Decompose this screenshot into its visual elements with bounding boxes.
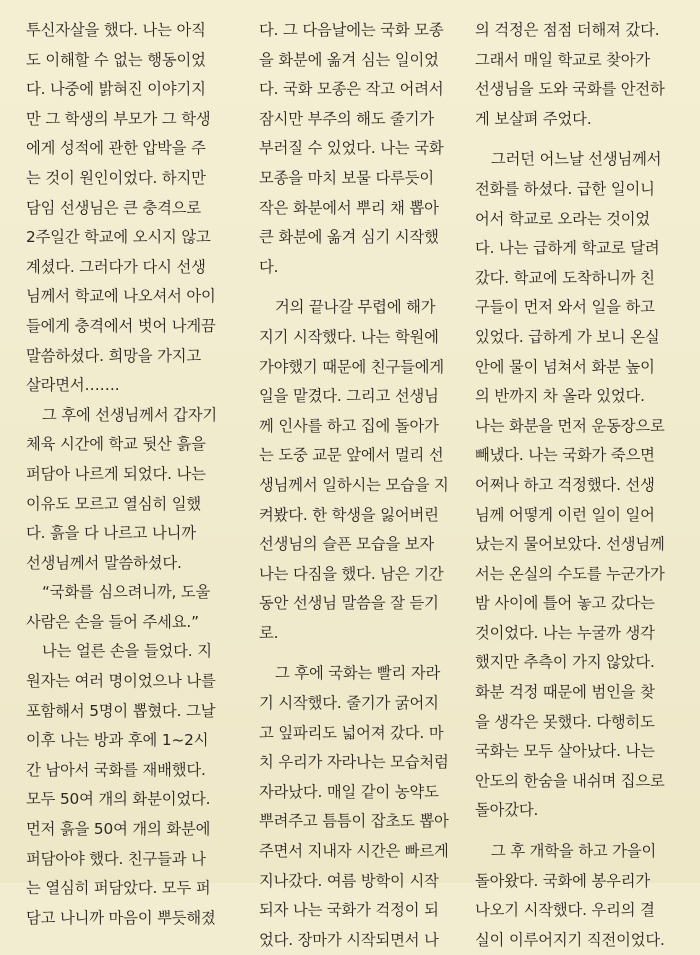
text-line: 그 후에 국화는 빨리 자라	[275, 664, 441, 683]
text-line: 퍼담아야 했다. 친구들과 나	[26, 849, 206, 868]
paragraph-gap	[259, 282, 464, 293]
text-line: 들에게 충격에서 벗어 나게끔	[26, 316, 216, 335]
text-line: 빼냈다. 나는 국화가 죽으면	[475, 446, 655, 465]
text-line: 이후 나는 방과 후에 1~2시	[26, 731, 209, 750]
text-line: 는 열심히 퍼담았다. 모두 퍼	[26, 879, 211, 898]
text-line: 자라났다. 매일 같이 농약도	[259, 782, 439, 801]
text-line: 켜봤다. 한 학생을 잃어버린	[259, 505, 439, 524]
text-line: 서는 온실의 수도를 누군가가	[475, 564, 665, 583]
text-line: 다. 나중에 밝혀진 이야기지	[26, 80, 206, 99]
text-line: 투신자살을 했다. 나는 아직	[26, 21, 206, 39]
text-line: 동안 선생님 말씀을 잘 듣기	[259, 594, 439, 613]
text-line: 화분 걱정 때문에 범인을 찾	[475, 683, 655, 702]
text-line: 다. 그 다음날에는 국화 모종	[259, 21, 444, 39]
text-line: 포함해서 5명이 뽑혔다. 그날	[26, 701, 216, 720]
text-line: 만 그 학생의 부모가 그 학생	[26, 109, 211, 128]
text-line: 에게 성적에 관한 압박을 주	[26, 139, 206, 158]
text-line: 거의 끝나갈 무렵에 해가	[275, 298, 436, 317]
text-line: 게 보살펴 주었다.	[475, 109, 592, 128]
text-line: 생님께서 일하시는 모습을 지	[259, 475, 449, 494]
text-line: 어쩌나 하고 걱정했다. 선생	[475, 475, 655, 494]
text-line: 가야했기 때문에 친구들에게	[259, 357, 444, 376]
text-line: 담임 선생님은 큰 충격으로	[26, 198, 202, 217]
text-line: 말씀하셨다. 희망을 가지고	[26, 346, 202, 365]
text-line: 돌아갔다.	[475, 801, 539, 820]
text-line: 체육 시간에 학교 뒷산 흙을	[26, 435, 206, 454]
text-line: 간 남아서 국화를 재배했다.	[26, 760, 206, 779]
text-line: 는 것이 원인이었다. 하지만	[26, 168, 206, 187]
text-line: 먼저 흙을 50여 개의 화분에	[26, 820, 211, 839]
text-line: 고 잎파리도 넓어져 갔다. 마	[259, 723, 444, 742]
paragraph-gap	[475, 134, 677, 145]
text-line: 그 후 개학을 하고 가을이	[491, 842, 657, 861]
text-line: 했지만 추측이 가지 않았다.	[475, 653, 655, 672]
text-line: 국화는 모두 살아났다. 나는	[475, 742, 655, 761]
text-line: 뿌려주고 틈틈이 잡초도 뽑아	[259, 812, 449, 831]
text-line: 어서 학교로 오라는 것이었	[475, 209, 651, 228]
text-line: 안도의 한숨을 내쉬며 집으로	[475, 771, 665, 790]
text-line: 는 도중 교문 앞에서 멀리 선	[259, 446, 444, 465]
text-line: 지나갔다. 여름 방학이 시작	[259, 871, 439, 890]
text-line: 것이었다. 나는 누굴까 생각	[475, 623, 655, 642]
text-column-3	[475, 16, 677, 955]
text-line: 었다. 장마가 시작되면서 나	[259, 930, 439, 949]
text-line: 있었다. 급하게 가 보니 온실	[475, 327, 660, 346]
text-line: 의 걱정은 점점 더해져 갔다.	[475, 21, 660, 39]
text-column-2	[259, 16, 464, 955]
text-line: 살라면서…….	[26, 376, 120, 395]
text-line: 갔다. 학교에 도착하니까 친	[475, 268, 655, 287]
text-line: 다. 나는 급하게 학교로 달려	[475, 239, 660, 258]
text-line: 밤 사이에 틀어 놓고 갔다는	[475, 594, 655, 613]
text-line: 전화를 하셨다. 급한 일이니	[475, 179, 655, 198]
text-line: 선생님의 슬픈 모습을 보자	[259, 535, 435, 554]
text-line: 사람은 손을 들어 주세요.”	[26, 612, 199, 631]
text-line: 나는 다짐을 했다. 남은 기간	[259, 564, 444, 583]
text-line: 작은 화분에서 뿌리 채 뽑아	[259, 198, 439, 217]
text-line: 치 우리가 자라나는 모습처럼	[259, 753, 449, 772]
text-line: 께 인사를 하고 집에 돌아가	[259, 416, 439, 435]
paragraph-gap	[475, 826, 677, 837]
text-line: 일을 맡겼다. 그리고 선생님	[259, 387, 439, 406]
text-line: 그 후에 선생님께서 갑자기	[42, 405, 218, 424]
text-line: 났는지 물어보았다. 선생님께	[475, 535, 665, 554]
text-line: 다. 국화 모종은 작고 어려서	[259, 80, 444, 99]
text-column-1	[26, 16, 231, 933]
paragraph-gap	[259, 648, 464, 659]
text-line: 기 시작했다. 줄기가 굵어지	[259, 694, 439, 713]
text-line: 계셨다. 그러다가 다시 선생	[26, 257, 206, 276]
text-line: 모두 50여 개의 화분이었다.	[26, 790, 211, 809]
text-line: 모종을 마치 보물 다루듯이	[259, 168, 435, 187]
text-line: 로.	[259, 623, 279, 642]
text-line: 다. 흙을 다 나르고 나니까	[26, 524, 196, 543]
text-line: 그래서 매일 학교로 찾아가	[475, 50, 651, 69]
text-line: 님께서 학교에 나오셔서 아이	[26, 287, 216, 306]
text-line: 담고 나니까 마음이 뿌듯해졌	[26, 908, 216, 927]
text-line: 을 화분에 옮겨 심는 일이었	[259, 50, 439, 69]
text-line: 되자 나는 국화가 걱정이 되	[259, 901, 439, 920]
text-line: 안에 물이 넘쳐서 화분 높이	[475, 357, 655, 376]
text-line: 주면서 지내자 시간은 빠르게	[259, 842, 449, 861]
text-line: 님께 어떻게 이런 일이 일어	[475, 505, 655, 524]
text-line: 잠시만 부주의 해도 줄기가	[259, 109, 435, 128]
text-line: 의 반까지 차 올라 있었다.	[475, 387, 645, 406]
text-line: 2주일간 학교에 오시지 않고	[26, 228, 211, 247]
text-line: 부러질 수 있었다. 나는 국화	[259, 139, 444, 158]
text-line: 구들이 먼저 와서 일을 하고	[475, 298, 655, 317]
text-line: 큰 화분에 옮겨 심기 시작했	[259, 228, 439, 247]
text-line: 도 이해할 수 없는 행동이었	[26, 50, 206, 69]
text-line: 실이 이루어지기 직전이었다.	[475, 930, 665, 949]
text-line: 을 생각은 못했다. 다행히도	[475, 712, 655, 731]
text-line: 이유도 모르고 열심히 일했	[26, 494, 202, 513]
text-line: 선생님을 도와 국화를 안전하	[475, 80, 665, 99]
text-line: 선생님께서 말씀하셨다.	[26, 553, 182, 572]
text-line: 돌아왔다. 국화에 봉우리가	[475, 871, 651, 890]
text-line: 나오기 시작했다. 우리의 결	[475, 901, 655, 920]
text-line: 나는 화분을 먼저 운동장으로	[475, 416, 665, 435]
text-line: 원자는 여러 명이었으나 나를	[26, 672, 216, 691]
text-line: 다.	[259, 257, 279, 276]
text-line: 지기 시작했다. 나는 학원에	[259, 327, 439, 346]
text-line: “국화를 심으려니까, 도울	[42, 583, 211, 602]
text-line: 그러던 어느날 선생님께서	[491, 150, 662, 169]
text-line: 나는 얼른 손을 들었다. 지	[42, 642, 212, 661]
text-line: 퍼담아 나르게 되었다. 나는	[26, 464, 206, 483]
